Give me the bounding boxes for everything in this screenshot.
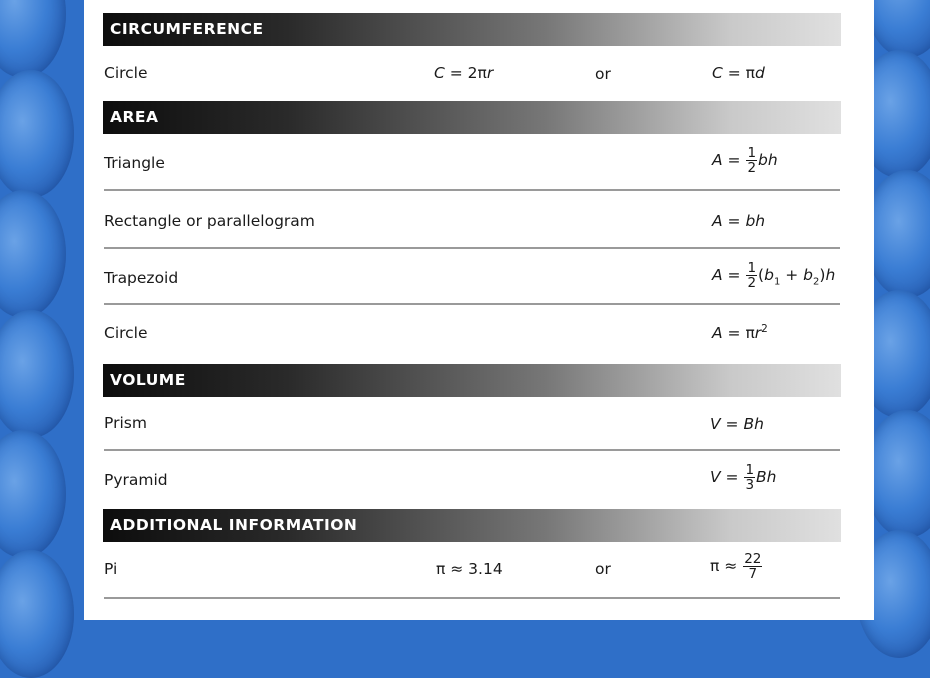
- pi-approx-decimal: π ≈ 3.14: [436, 560, 503, 578]
- circumference-circle-label: Circle: [104, 64, 148, 82]
- divider: [104, 449, 840, 451]
- circumference-or: or: [595, 65, 611, 83]
- divider: [104, 247, 840, 249]
- pi-approx-fraction: π ≈ $\frac{22}{7}$: [710, 551, 762, 583]
- additional-pi-label: Pi: [104, 560, 118, 578]
- area-trapezoid-formula: A = $\frac{1}{2}$ $(b_1 + b_2)h$: [712, 260, 836, 292]
- volume-header: VOLUME: [103, 364, 841, 397]
- area-header: AREA: [103, 101, 841, 134]
- circumference-header: CIRCUMFERENCE: [103, 13, 841, 46]
- area-circle-label: Circle: [104, 324, 148, 342]
- circumference-formula-radius: C = 2πr: [434, 64, 494, 82]
- area-circle-formula: $A = \pi r^2$: [712, 323, 768, 343]
- left-watercolor-border: [0, 0, 90, 630]
- divider: [104, 303, 840, 305]
- additional-info-header: ADDITIONAL INFORMATION: [103, 509, 841, 542]
- divider: [104, 597, 840, 599]
- volume-pyramid-label: Pyramid: [104, 471, 168, 489]
- volume-prism-label: Prism: [104, 414, 147, 432]
- area-triangle-label: Triangle: [104, 154, 165, 172]
- area-rectangle-label: Rectangle or parallelogram: [104, 212, 315, 230]
- area-triangle-formula: A = $\frac{1}{2}$ bh: [712, 145, 778, 177]
- formula-sheet: [84, 0, 874, 620]
- pi-or: or: [595, 560, 611, 578]
- area-rectangle-formula: A = bh: [712, 212, 766, 230]
- volume-pyramid-formula: V = $\frac{1}{3}$ Bh: [710, 462, 777, 494]
- circumference-formula-diameter: C = πd: [712, 64, 765, 82]
- area-trapezoid-label: Trapezoid: [104, 269, 179, 287]
- divider: [104, 189, 840, 191]
- volume-prism-formula: V = Bh: [710, 415, 764, 433]
